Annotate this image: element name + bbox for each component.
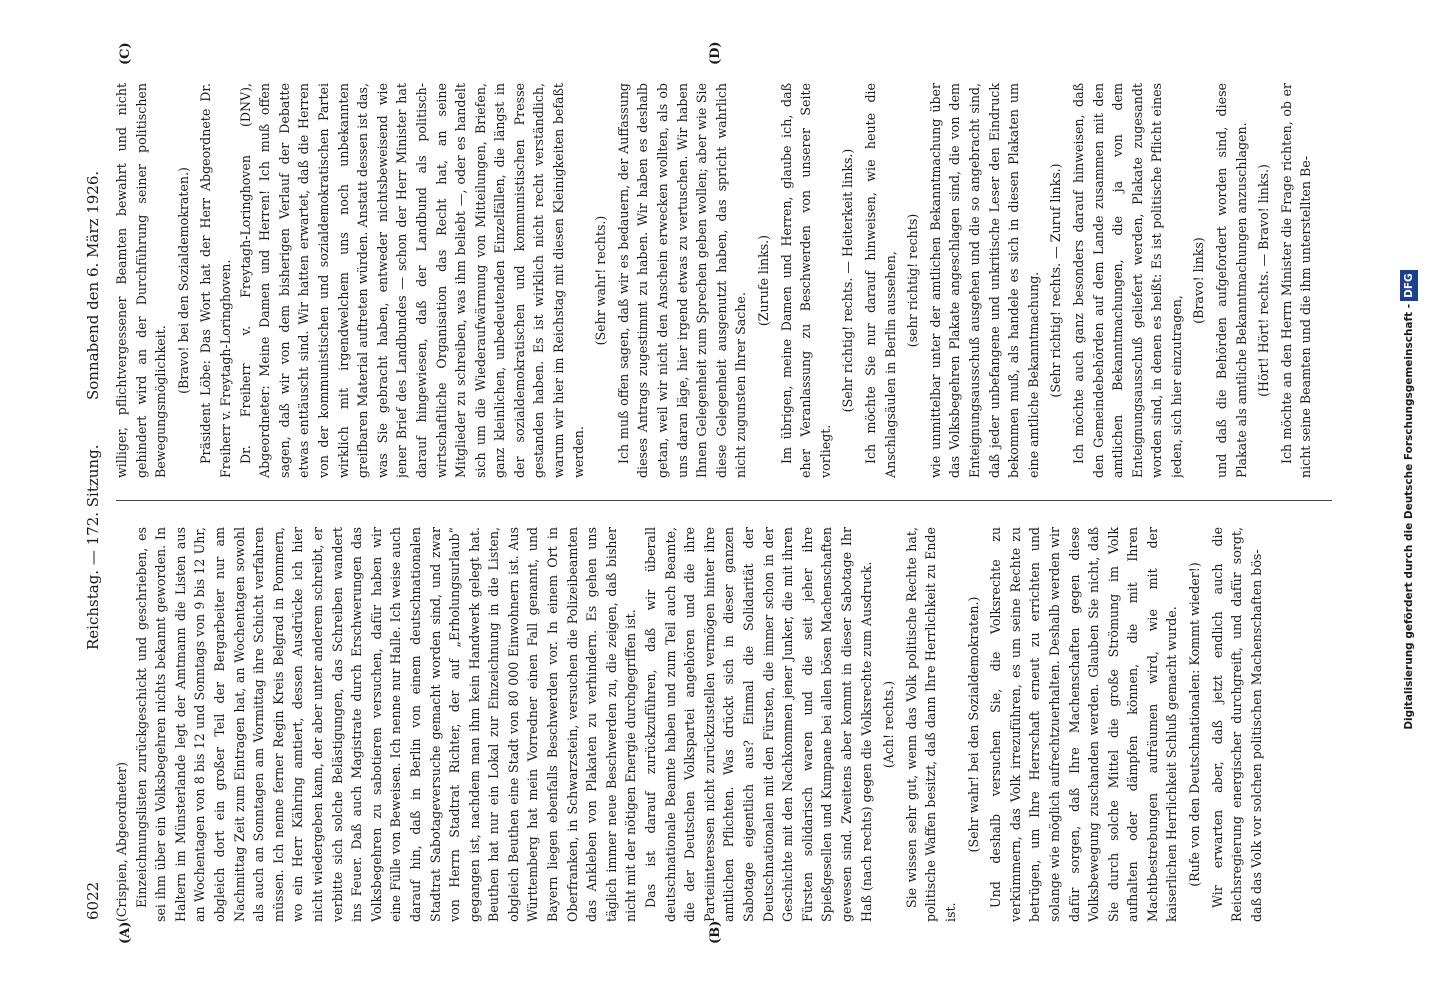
header-session-title: Reichstag. — 172. Sitzung. (84, 444, 102, 650)
interjection: (Bravo! links) (1191, 237, 1207, 324)
paragraph: Wir erwarten aber, daß jetzt endlich auch die Reichsregierung energischer durchgreift, und dafür sorgt, daß das Volk vor solchen politischen Machenschaften bös- (1209, 527, 1264, 922)
paragraph: Dr. Freiherr v. Freytagh-Loringhoven (DNV), Abgeordneter: Meine Damen und Herren! Ich muß offen sagen, daß wir von dem bisherigen Verlauf der Debatte etwas enttäuscht sind. Wir hatten erwartet, daß die Herren von der kommunistischen und sozialdemokratischen Partei wirklich mit irgendwelchem uns noch unbekannten greifbaren Material auftreten würden. Anstatt dessen ist das, was Sie gebracht haben, entweder nichtsbeweisend wie jener Brief des Landbundes — schon der Herr Minister hat darauf hingewiesen, daß der Landbund als politisch-wirtschaftliche Organisation das Recht hat, an seine Mitglieder zu schreiben, was ihm beliebt —, oder es handelt sich um die Wiederaufwärmung von Mitteilungen, Briefen, ganz kleinlichen, unbedeutenden Einzelfällen, die längst in der sozialdemokratischen und kommunistischen Presse gestanden haben. Es ist wirklich nicht recht verständlich, warum wir hier im Reichstag mit diesen Kleinigkeiten befaßt werden. (237, 83, 586, 478)
paragraph: williger, pflichtvergessener Beamten bewahrt und nicht gehindert wird an der Durchführung seiner politischen Bewegungsmöglichkeit. (114, 83, 169, 478)
margin-mark-d: (D) (708, 41, 723, 65)
paragraph: Und deshalb versuchen Sie, die Volksrechte zu verkümmern, das Volk irrezuführen, es um seine Rechte zu betrügen, um Ihre Herrschaft erneut zu errichten und solange wie möglich aufrechtzuerhalten. Deshalb werden wir dafür sorgen, daß Ihre Machenschaften gegen diese Volksbewegung zuschanden werden. Glauben Sie nicht, daß Sie durch solche Mittel die große Strömung im Volk aufhalten oder dämpfen können, die mit Ihren Machtbestrebungen aufräumen wird, wie mit der kaiserlichen Herrlichkeit Schluß gemacht wurde. (988, 527, 1180, 922)
text-column-left (112, 527, 1332, 922)
credit-text: Digitalisierung gefördert durch die Deutsche Forschungsgemeinschaft - (1403, 303, 1415, 730)
interjection: (Bravo! bei den Sozialdemokraten.) (175, 167, 191, 394)
header-date: Sonnabend den 6. März 1926. (84, 170, 102, 400)
interjection: (Rufe von den Deutschnationalen: Kommt wieder!) (1187, 562, 1203, 887)
margin-mark-c: (C) (118, 42, 133, 65)
president-statement: Präsident Löbe: Das Wort hat der Herr Abgeordnete Dr. Freiherr v. Freytagh-Loringhoven. (198, 83, 233, 478)
column-divider (116, 500, 1332, 501)
paragraph: und daß die Behörden aufgefordert worden sind, diese Plakate als amtliche Bekanntmachungen anzuschlagen. (1214, 83, 1249, 478)
paragraph: Das ist darauf zurückzuführen, daß wir überall deutschnationale Beamte haben und zum Teil auch Beamte, die der Deutschen Volkspartei angehören und die ihre Parteiinteressen nicht zurückzustellen vermögen hinter ihre amtlichen Pflichten. Was drückt sich in dieser ganzen Sabotage eigentlich aus? Einmal die Solidarität der Deutschnationalen mit den Fürsten, die immer schon in der Geschichte mit den Nachkommen jener Junker, die mit ihren Fürsten solidarisch waren und die seit jeher ihre Spießgesellen und Kumpane bei allen bösen Machenschaften gewesen sind. Zweitens aber kommt in dieser Sabotage Ihr Haß (nach rechts) gegen die Volksrechte zum Ausdruck. (643, 527, 874, 922)
interjection: (Sehr wahr! bei den Sozialdemokraten.) (965, 596, 981, 853)
margin-mark-a: (A) (118, 921, 133, 944)
paragraph: Ich möchte Sie nur darauf hinweisen, wie heute die Anschlagsäulen in Berlin aussehen, (862, 83, 898, 478)
interjection: (Ach! rechts.) (881, 680, 897, 769)
paragraph: wie unmittelbar unter der amtlichen Bekanntmachung über das Volksbegehren Plakate angeschlagen sind, die von dem Enteignungsausschuß ausgehen und die so angebracht sind, daß jeder unbefangene und unkritische Leser den Eindruck bekommen muß, als handele es sich in diesen Plakaten um eine amtliche Bekanntmachung. (927, 83, 1041, 478)
interjection: (Zurufe links.) (756, 234, 771, 327)
dfg-logo: DFG (1400, 270, 1418, 301)
page-header (82, 70, 104, 920)
paragraph: Ich möchte an den Herrn Minister die Frage richten, ob er nicht seine Beamten und die ihm unterstellten Be- (1278, 83, 1314, 478)
speaker-continuation: (Crispien, Abgeordneter) (114, 761, 129, 922)
paragraph: Ich möchte auch ganz besonders darauf hinweisen, daß den Gemeindebehörden auf dem Lande zusammen mit den amtlichen Bekanntmachungen, die ja von dem Enteignungsausschuß geliefert werden, Plakate zugesandt worden sind, in denen es heißt: Es ist politische Pflicht eines jeden, sich hier einzutragen, (1070, 83, 1184, 478)
paragraph: Einzeichnungslisten zurückgeschickt und geschrieben, es sei ihm über ein Volksbegehren nichts bekannt geworden. In Haltern im Münsterlande legt der Amtmann die Listen aus an Wochentagen von 8 bis 12 und Sonntags von 9 bis 12 Uhr, obgleich dort ein großer Teil der Bergarbeiter nur am Nachmittag Zeit zum Eintragen hat, an Wochentagen sowohl als auch an Sonntagen am Vormittag ihre Schicht verfahren müssen. Ich nenne ferner Regin Kreis Belgrad in Pommern, wo ein Herr Kähring amtiert, dessen Ausdrücke ich hier nicht wiedergeben kann, der aber unter anderem schreibt, er verbitte sich solche Belästigungen, das Schreiben wandert ins Feuer. Daß auch Magistrate durch Erschwerungen das Volksbegehren zu sabotieren versuchen, dafür haben wir eine Fülle von Beweisen. Ich nenne nur Halle. Ich weise auch darauf hin, daß in Berlin von einem deutschnationalen Stadtrat Sabotageversuche gemacht worden sind, und zwar von Herrn Stadtrat Richter, der auf „Erholungsurlaub“ gegangen ist, nachdem man ihm kein Handwerk gelegt hat. Beuthen hat nur ein Lokal zur Einzeichnung in die Listen, obgleich Beuthen eine Stadt von 80 000 Einwohnern ist. Aus Württemberg hat mein Vorredner einen Fall genannt, und Bayern liegen ebenfalls Beschwerden vor. In einem Ort in Oberfranken, in Schwarzstein, versuchen die Polizeibeamten das Ankleben von Plakaten zu verhindern. Es gehen uns täglich immer neue Beschwerden zu, die zeigen, daß bisher nicht mit der nötigen Energie durchgegriffen ist. (133, 527, 639, 922)
paragraph: Im übrigen, meine Damen und Herren, glaube ich, daß eher Veranlassung zu Beschwerden von unserer Seite vorliegt. (778, 83, 833, 478)
interjection: (sehr richtig! rechts) (905, 213, 921, 348)
text-column-right (112, 83, 1332, 478)
interjection: (Sehr wahr! rechts.) (593, 215, 609, 346)
interjection: (Sehr richtig! rechts. — Heiterkeit links.) (840, 148, 856, 413)
paragraph: Sie wissen sehr gut, wenn das Volk politische Rechte hat, politische Waffen besitzt, daß dann Ihre Herrlichkeit zu Ende ist. (903, 527, 958, 922)
page-number: 6022 (84, 881, 102, 920)
paragraph: Ich muß offen sagen, daß wir es bedauern, der Auffassung dieses Antrags zugestimmt zu haben. Wir haben es deshalb getan, weil wir nicht den Anschein erwecken wollten, als ob uns daran läge, hier irgend etwas zu vertuschen. Wir haben Ihnen Gelegenheit zum Sprechen geben wollen; aber wie Sie diese Gelegenheit ausgenutzt haben, das spricht wahrlich nicht zugunsten Ihrer Sache. (615, 83, 749, 478)
margin-mark-b: (B) (708, 920, 723, 944)
digitization-credit (1400, 10, 1418, 990)
interjection: (Sehr richtig! rechts. — Zuruf links.) (1048, 163, 1064, 398)
interjection: (Hört! Hört! rechts. — Bravo! links.) (1256, 164, 1272, 397)
